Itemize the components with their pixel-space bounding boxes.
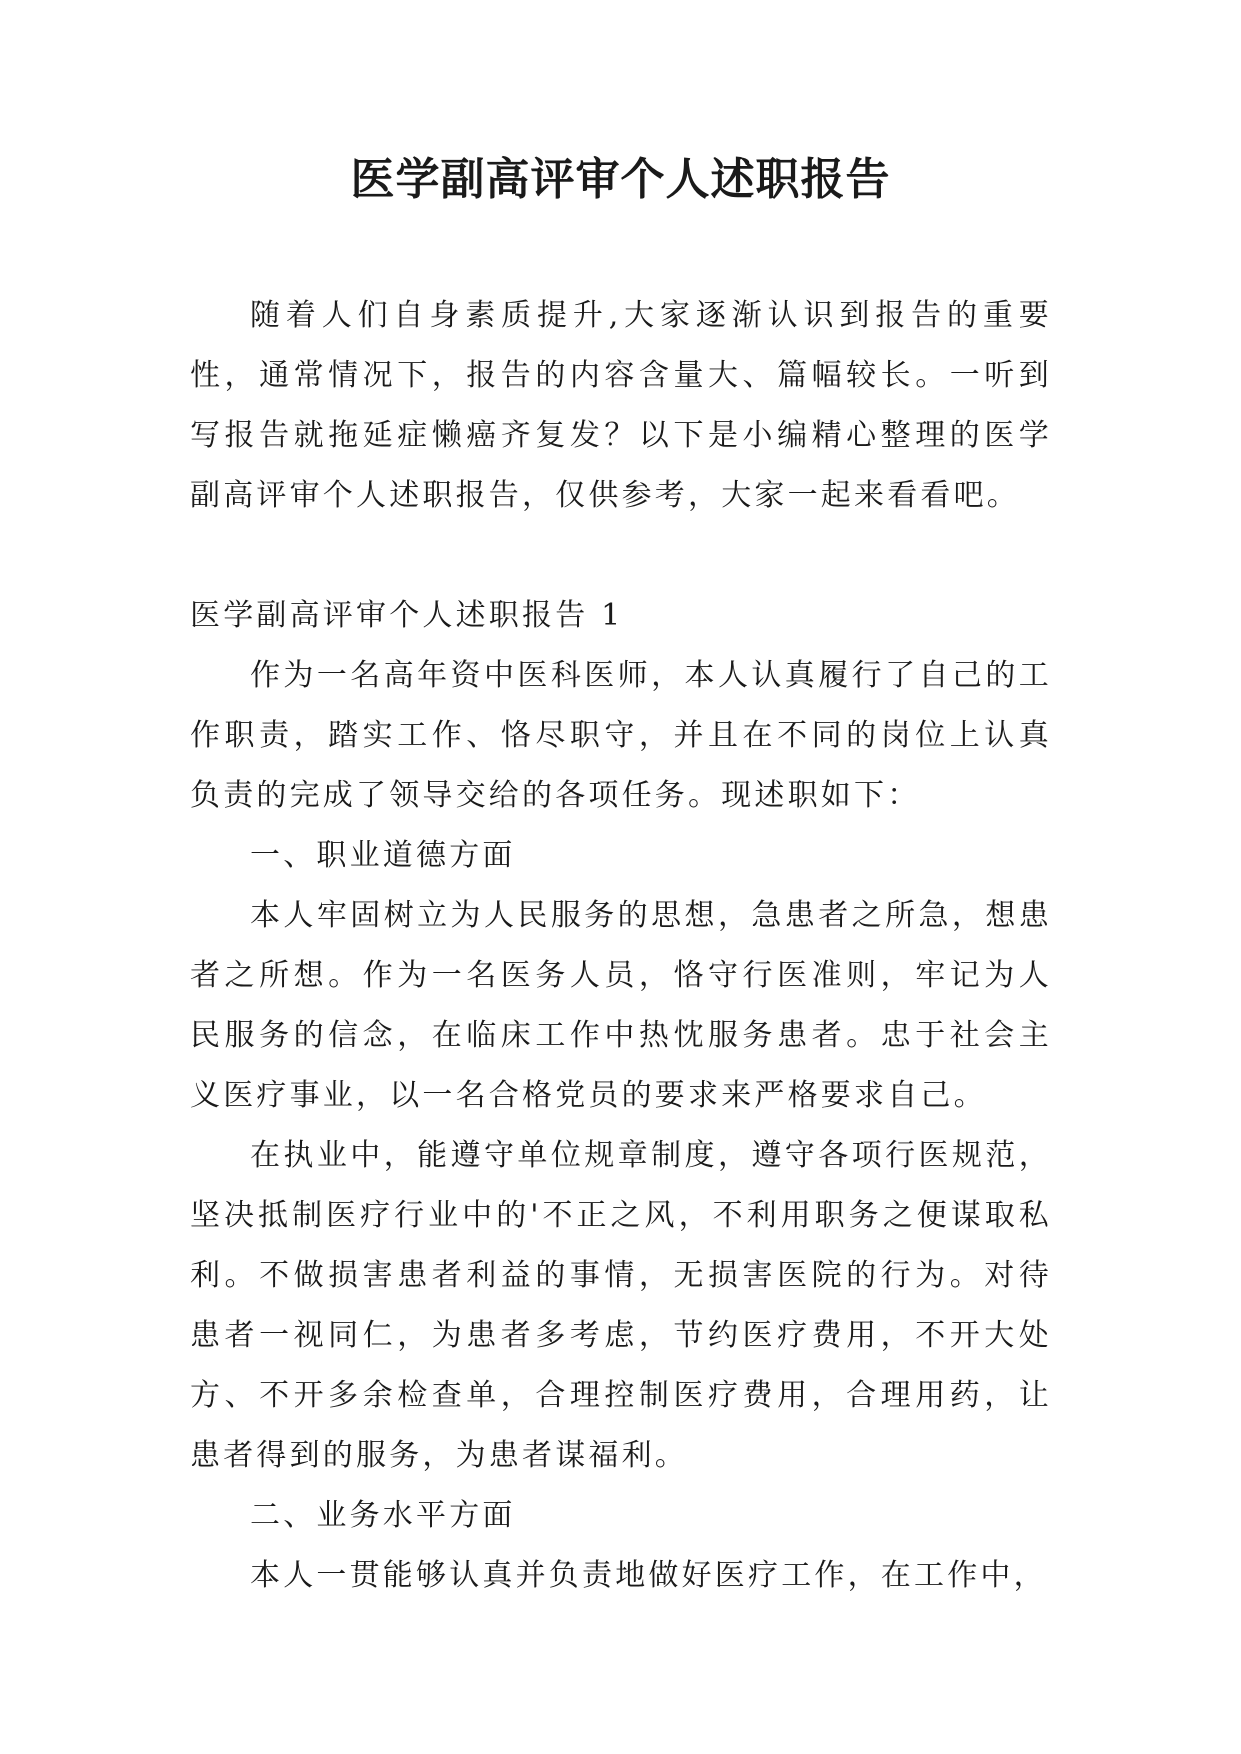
document-body xyxy=(190,286,1052,1606)
subheading-professional-ethics: 一、职业道德方面 xyxy=(250,838,516,873)
body-paragraph: 作为一名高年资中医科医师，本人认真履行了自己的工作职责，踏实工作、恪尽职守，并且在不同的岗位上认真负责的完成了领导交给的各项任务。现述职如下： xyxy=(190,658,1052,813)
intro-paragraph: 随着人们自身素质提升,大家逐渐认识到报告的重要性，通常情况下，报告的内容含量大、篇幅较长。一听到写报告就拖延症懒癌齐复发？以下是小编精心整理的医学副高评审个人述职报告，仅供参考，大家一起来看看吧。 xyxy=(190,298,1052,513)
body-paragraph: 本人牢固树立为人民服务的思想，急患者之所急，想患者之所想。作为一名医务人员，恪守行医准则，牢记为人民服务的信念，在临床工作中热忱服务患者。忠于社会主义医疗事业，以一名合格党员的要求来严格要求自己。 xyxy=(190,898,1052,1113)
body-paragraph: 在执业中，能遵守单位规章制度，遵守各项行医规范，坚决抵制医疗行业中的'不正之风，不利用职务之便谋取私利。不做损害患者利益的事情，无损害医院的行为。对待患者一视同仁，为患者多考虑，节约医疗费用，不开大处方、不开多余检查单，合理控制医疗费用，合理用药，让患者得到的服务，为患者谋福利。 xyxy=(190,1138,1052,1473)
section-title: 医学副高评审个人述职报告 1 xyxy=(190,598,624,633)
subheading-professional-level: 二、业务水平方面 xyxy=(250,1498,516,1533)
body-paragraph: 本人一贯能够认真并负责地做好医疗工作，在工作中， xyxy=(250,1558,1047,1593)
document-title: 医学副高评审个人述职报告 xyxy=(350,154,891,205)
